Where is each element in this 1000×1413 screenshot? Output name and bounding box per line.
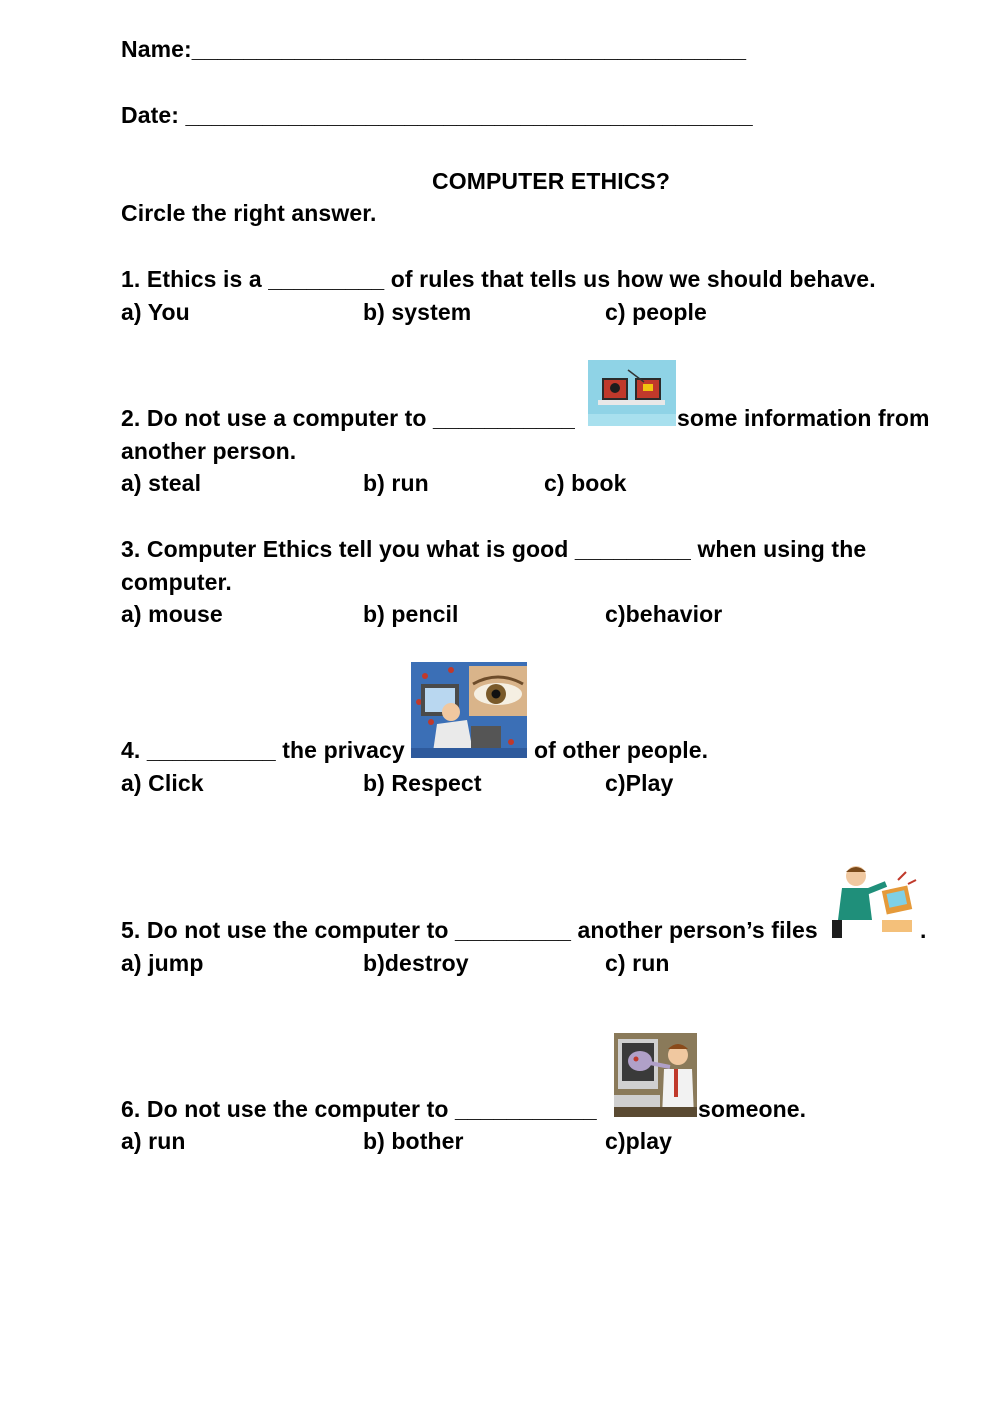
question-3-option-c: c)behavior <box>605 601 723 627</box>
question-1-option-b: b) system <box>363 299 472 325</box>
question-3-option-b: b) pencil <box>363 601 459 627</box>
question-4-text-end: of other people. <box>534 737 709 763</box>
name-field-label: Name:___________________________________________ <box>121 36 747 62</box>
question-1-option-a: a) You <box>121 299 190 325</box>
monster-from-screen-illustration <box>614 1033 697 1117</box>
privacy-eye-illustration <box>411 662 527 758</box>
question-3-text: 3. Computer Ethics tell you what is good _________ when using the <box>121 536 867 562</box>
question-2-text-line2: another person. <box>121 438 297 464</box>
question-6-option-a: a) run <box>121 1128 186 1154</box>
question-2-option-a: a) steal <box>121 470 202 496</box>
question-4-text-start: 4. __________ the privacy <box>121 737 405 763</box>
worksheet-title: COMPUTER ETHICS? <box>432 168 670 194</box>
laptop-theft-icon <box>588 360 676 426</box>
question-4-option-a: a) Click <box>121 770 204 796</box>
question-3-text-line2: computer. <box>121 569 232 595</box>
question-3-option-a: a) mouse <box>121 601 223 627</box>
question-5-text-start: 5. Do not use the computer to _________ another person’s files <box>121 917 818 943</box>
question-6-text-end: someone. <box>698 1096 807 1122</box>
question-2-text-start: 2. Do not use a computer to ___________ <box>121 405 575 431</box>
instruction-text: Circle the right answer. <box>121 200 377 226</box>
question-5-option-c: c) run <box>605 950 670 976</box>
question-6-text-start: 6. Do not use the computer to ___________ <box>121 1096 597 1122</box>
question-5-option-b: b)destroy <box>363 950 469 976</box>
question-2-option-c: c) book <box>544 470 627 496</box>
question-6-option-b: b) bother <box>363 1128 464 1154</box>
question-4-option-c: c)Play <box>605 770 674 796</box>
question-1-text: 1. Ethics is a _________ of rules that tells us how we should behave. <box>121 266 876 292</box>
question-5-option-a: a) jump <box>121 950 204 976</box>
question-5-text-end: . <box>920 917 927 943</box>
man-smashing-computer-illustration <box>828 862 918 942</box>
question-2-text-end: some information from <box>677 405 930 431</box>
question-6-option-c: c)play <box>605 1128 673 1154</box>
question-4-option-b: b) Respect <box>363 770 482 796</box>
question-1-option-c: c) people <box>605 299 707 325</box>
question-2-option-b: b) run <box>363 470 429 496</box>
date-field-label: Date: ____________________________________________ <box>121 102 753 128</box>
